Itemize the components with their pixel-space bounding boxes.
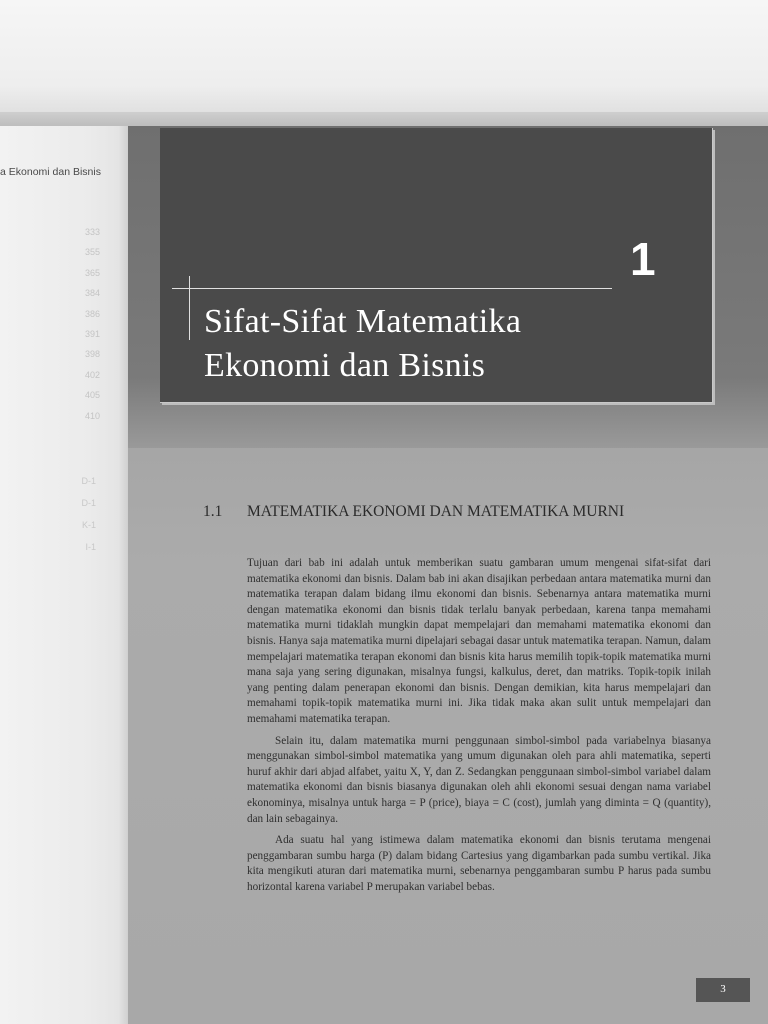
faded-page-references [60, 222, 100, 426]
page-fold-shadow [0, 112, 768, 126]
faded-appendix-ref: K-1 [81, 520, 96, 530]
faded-page-ref: 386 [84, 308, 100, 319]
faded-appendix-references [60, 470, 96, 558]
faded-page-ref: 410 [84, 410, 100, 421]
chapter-number: 1 [630, 233, 656, 285]
faded-page-ref: 355 [84, 247, 100, 258]
page-number: 3 [720, 983, 726, 995]
running-head: a Ekonomi dan Bisnis [0, 166, 101, 178]
top-sheet-edge [0, 0, 768, 122]
section-number: 1.1 [203, 503, 223, 520]
chapter-title [204, 300, 684, 388]
chapter-title-line: Sifat-Sifat Matematika [204, 303, 522, 340]
faded-page-ref: 398 [84, 349, 100, 360]
title-horizontal-rule [172, 288, 612, 289]
faded-page-ref: 405 [84, 390, 100, 401]
section-title: MATEMATIKA EKONOMI DAN MATEMATIKA MURNI [247, 503, 625, 520]
faded-page-ref: 365 [84, 267, 100, 278]
body-text [247, 556, 711, 895]
faded-appendix-ref: I-1 [85, 542, 96, 552]
faded-page-ref: 391 [84, 329, 100, 340]
faded-page-ref: 384 [84, 288, 100, 299]
title-vertical-rule [189, 276, 190, 340]
faded-page-ref: 402 [84, 369, 100, 380]
faded-appendix-ref: D-1 [81, 476, 96, 486]
paragraph: Selain itu, dalam matematika murni penggunaan simbol-simbol pada variabelnya biasanya menggunakan simbol-simbol matematika yang umum digunakan oleh para ahli matematika, seperti huruf akhir dari abjad alfabet, yaitu X, Y, dan Z. Sedangkan penggunaan simbol-simbol variabel dalam matematika ekonomi dan bisnis biasanya digunakan oleh ahli ekonomi sesuai dengan nama variabel ekonominya, misalnya untuk harga = P (price), biaya = C (cost), jumlah yang diminta = Q (quantity), dan lain sebagainya. [247, 734, 711, 825]
paragraph: Ada suatu hal yang istimewa dalam matematika ekonomi dan bisnis terutama mengenai penggambaran sumbu harga (P) dalam bidang Cartesius yang digambarkan pada sumbu vertikal. Jika kita mengikuti aturan dari matematika murni, sebenarnya penggambaran sumbu P harus pada sumbu horizontal karena variabel P merupakan variabel bebas. [247, 834, 711, 893]
page-number-badge [696, 978, 750, 1002]
faded-page-ref: 333 [84, 227, 100, 237]
chapter-title-line: Ekonomi dan Bisnis [204, 347, 486, 384]
faded-appendix-ref: D-1 [81, 498, 96, 508]
paragraph: Tujuan dari bab ini adalah untuk memberikan suatu gambaran umum mengenai sifat-sifat dari matematika ekonomi dan bisnis. Dalam bab ini akan disajikan perbedaan antara matematika murni dan matematika terapan dalam bidang ilmu ekonomi dan bisnis. Sebenarnya antara matematika murni dengan matematika ekonomi dan bisnis tidak terlalu banyak perbedaan, karena tanpa memahami matematika murni tidaklah mungkin dapat mempelajari dan memahami matematika ekonomi dan bisnis. Hanya saja matematika murni dipelajari sebagai dasar untuk matematika terapan. Namun, dalam mempelajari matematika terapan ekonomi dan bisnis kita harus memilih topik-topik matematika murni mana saja yang sering digunakan, misalnya fungsi, kalkulus, deret, dan matriks. Topik-topik inilah yang penting dalam penerapan ekonomi dan bisnis. Dengan demikian, kita harus mempelajari dan memahami topik-topik matematika murni ini. Jika tidak maka akan sulit untuk mempelajari dan memahami matematika terapan. [247, 557, 711, 725]
